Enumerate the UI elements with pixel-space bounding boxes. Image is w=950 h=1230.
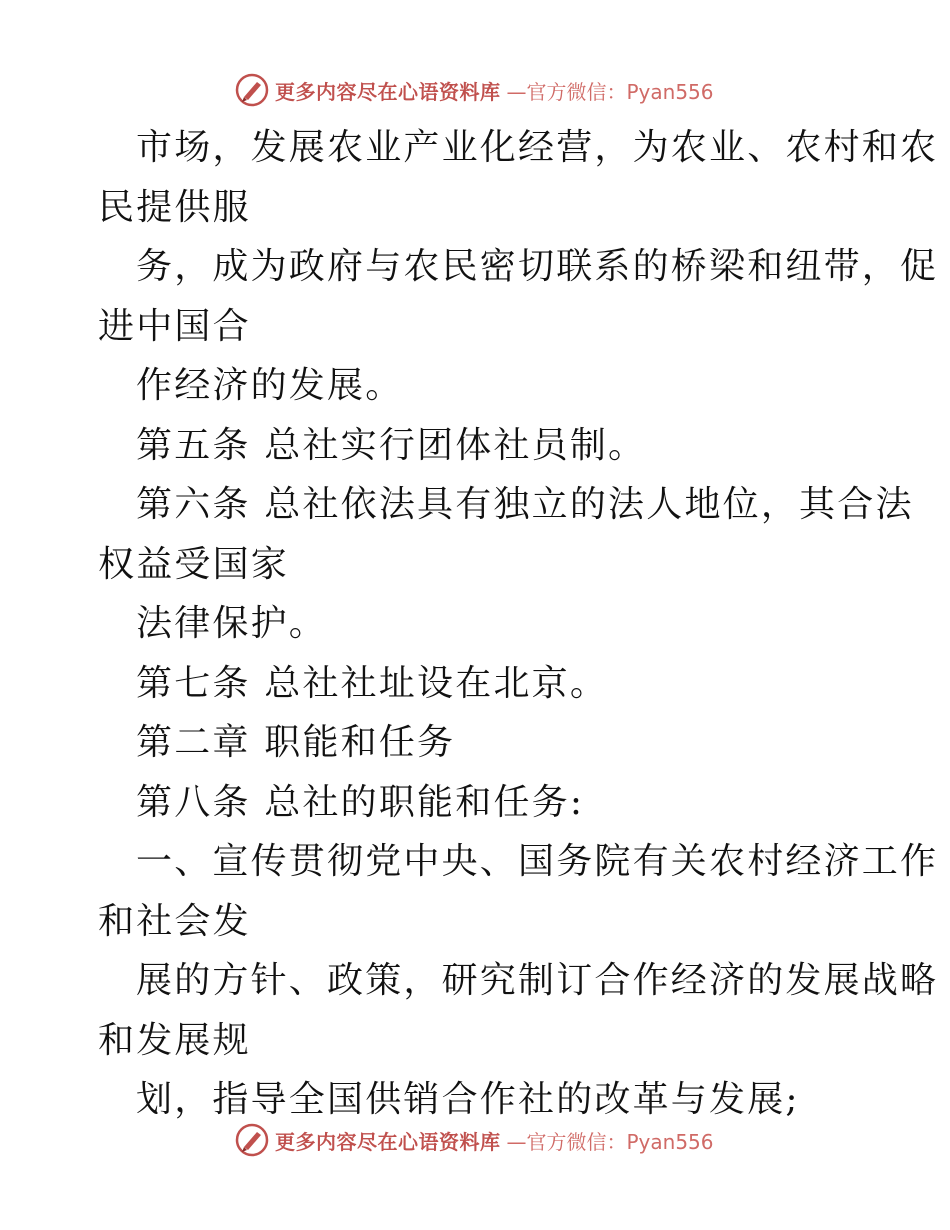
text-line: 展的方针、政策，研究制订合作经济的发展战略	[136, 960, 939, 1001]
text-line: 第六条 总社依法具有独立的法人地位，其合法	[136, 484, 914, 525]
text-line: 第八条 总社的职能和任务:	[136, 781, 585, 823]
text-line: 权益受国家	[98, 543, 290, 585]
pen-seal-icon	[235, 73, 269, 107]
watermark-main-text: 更多内容尽在心语资料库	[275, 79, 501, 104]
document-body	[98, 118, 939, 1130]
text-line: 进中国合	[98, 305, 251, 347]
text-line: 第七条 总社社址设在北京。	[136, 662, 609, 704]
text-line: 务，成为政府与农民密切联系的桥梁和纽带，促	[136, 246, 939, 287]
watermark-sub-text: —官方微信：Pyan556	[506, 1129, 714, 1154]
text-line: 民提供服	[98, 186, 251, 228]
text-line: 第五条 总社实行团体社员制。	[136, 424, 647, 466]
text-line: 第二章 职能和任务	[136, 722, 456, 763]
text-line: 作经济的发展。	[136, 365, 404, 406]
text-line: 法律保护。	[136, 603, 328, 644]
pen-seal-icon	[235, 1123, 269, 1157]
footer-watermark	[235, 1123, 714, 1157]
text-line: 和社会发	[98, 900, 251, 942]
text-line: 一、宣传贯彻党中央、国务院有关农村经济工作	[136, 841, 939, 882]
text-line: 市场，发展农业产业化经营，为农业、农村和农	[136, 127, 939, 168]
text-line: 和发展规	[98, 1019, 251, 1061]
watermark-sub-text: —官方微信：Pyan556	[506, 79, 714, 104]
header-watermark	[235, 73, 714, 107]
text-line: 划，指导全国供销合作社的改革与发展;	[136, 1079, 800, 1120]
watermark-main-text: 更多内容尽在心语资料库	[275, 1129, 501, 1154]
